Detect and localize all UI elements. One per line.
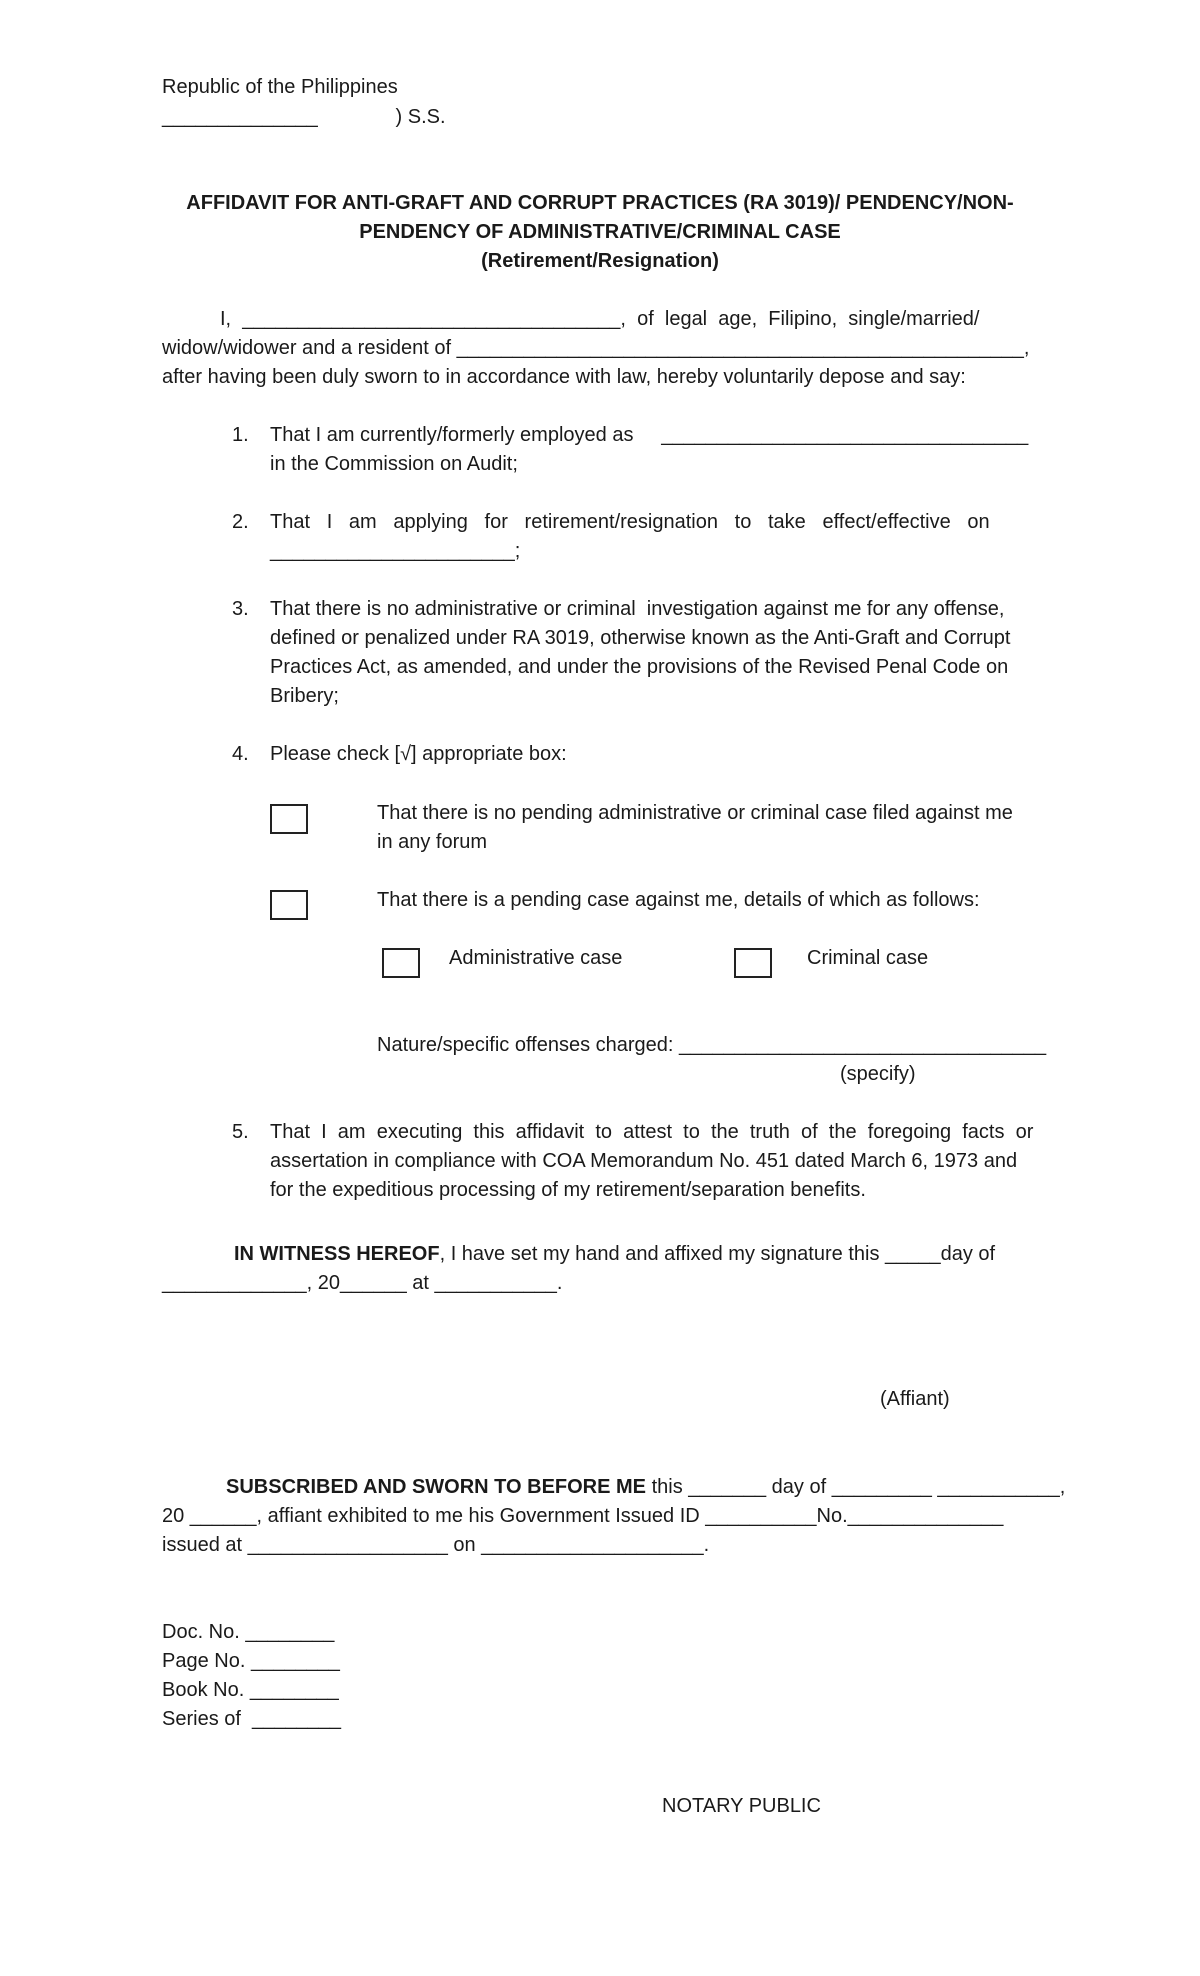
item-4-number: 4. [232,743,249,765]
administrative-case-label: Administrative case [449,947,623,969]
notary-public-label: NOTARY PUBLIC [662,1795,821,1817]
item-3-line-2: defined or penalized under RA 3019, otherwise known as the Anti-Graft and Corrupt [270,627,1011,649]
administrative-case-checkbox[interactable] [382,948,420,978]
option-no-pending-line-1: That there is no pending administrative or criminal case filed against me [377,802,1013,824]
page-no-line: Page No. ________ [162,1650,340,1672]
witness-bold: IN WITNESS HEREOF [234,1243,440,1265]
intro-line-1: I, __________________________________, of legal age, Filipino, single/married/ [220,308,980,330]
option-no-pending-line-2: in any forum [377,831,488,853]
title-line-3: (Retirement/Resignation) [481,250,719,272]
subscribed-rest: this _______ day of _________ ___________, [646,1476,1066,1498]
option-pending-case: That there is a pending case against me, details of which as follows: [377,889,980,911]
item-2-line-2: ______________________; [270,540,521,562]
witness-rest: , I have set my hand and affixed my signature this _____day of [439,1243,996,1265]
no-pending-case-checkbox[interactable] [270,804,308,834]
criminal-case-checkbox[interactable] [734,948,772,978]
item-3-line-1: That there is no administrative or criminal investigation against me for any offense, [270,598,1005,620]
subscribed-line-1 [226,1473,1065,1502]
item-5-line-3: for the expeditious processing of my retirement/separation benefits. [270,1179,866,1201]
criminal-case-label: Criminal case [807,947,929,969]
witness-line-2: _____________, 20______ at ___________. [162,1272,563,1294]
item-2-line-1: That I am applying for retirement/resignation to take effect/effective on [270,511,990,533]
intro-line-2: widow/widower and a resident of ___________________________________________________, [162,337,1030,359]
affiant-label: (Affiant) [880,1388,950,1410]
item-3-number: 3. [232,598,249,620]
witness-line-1 [234,1240,995,1269]
doc-no-line: Doc. No. ________ [162,1621,335,1643]
title-line-1: AFFIDAVIT FOR ANTI-GRAFT AND CORRUPT PRACTICES (RA 3019)/ PENDENCY/NON- [186,192,1014,214]
specify-label: (specify) [840,1063,916,1085]
item-1-line-2: in the Commission on Audit; [270,453,518,475]
item-5-number: 5. [232,1121,249,1143]
item-5-line-1: That I am executing this affidavit to attest to the truth of the foregoing facts or [270,1121,1034,1143]
republic-heading: Republic of the Philippines [162,76,398,98]
nature-offenses-line: Nature/specific offenses charged: _________________________________ [377,1034,1047,1056]
subscribed-bold: SUBSCRIBED AND SWORN TO BEFORE ME [226,1476,647,1498]
item-1-number: 1. [232,424,249,446]
subscribed-line-3: issued at __________________ on ____________________. [162,1534,710,1556]
title-line-2: PENDENCY OF ADMINISTRATIVE/CRIMINAL CASE [359,221,841,243]
item-3-line-4: Bribery; [270,685,339,707]
intro-line-3: after having been duly sworn to in accordance with law, hereby voluntarily depose and say: [162,366,966,388]
item-4-line-1: Please check [√] appropriate box: [270,743,567,765]
item-1-line-1: That I am currently/formerly employed as _________________________________ [270,424,1029,446]
item-5-line-2: assertation in compliance with COA Memorandum No. 451 dated March 6, 1973 and [270,1150,1018,1172]
item-2-number: 2. [232,511,249,533]
subscribed-line-2: 20 ______, affiant exhibited to me his Government Issued ID __________No.______________ [162,1505,1004,1527]
item-3-line-3: Practices Act, as amended, and under the provisions of the Revised Penal Code on [270,656,1009,678]
venue-line: ______________ ) S.S. [162,106,446,128]
book-no-line: Book No. ________ [162,1679,339,1701]
pending-case-checkbox[interactable] [270,890,308,920]
series-of-line: Series of ________ [162,1708,342,1730]
